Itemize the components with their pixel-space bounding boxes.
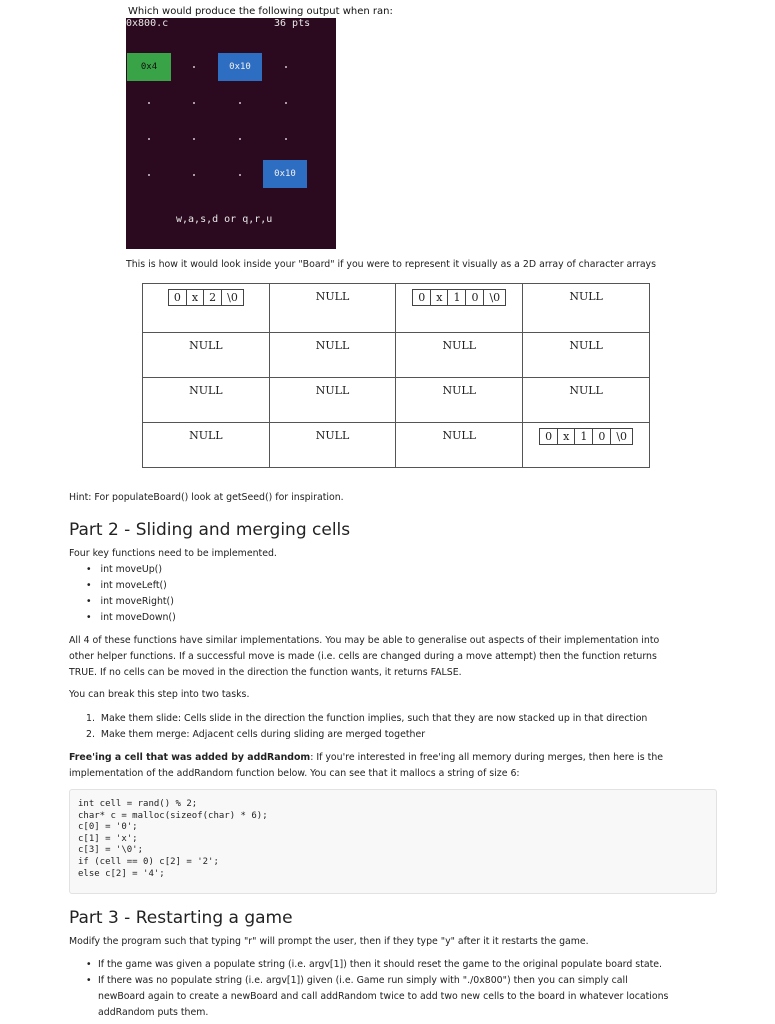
part3-item <box>86 973 736 1021</box>
part2-heading: Part 2 - Sliding and merging cells <box>69 520 351 540</box>
empty-cell-dot <box>285 138 287 140</box>
char-array <box>539 428 633 445</box>
char: \0 <box>616 430 628 443</box>
board-caption: This is how it would look inside your "Board" if you were to represent it visually as a 2D array of character arrays <box>126 259 656 270</box>
null-label: NULL <box>315 384 350 397</box>
paragraph-line: addRandom puts them. <box>98 1007 209 1018</box>
board-row <box>143 378 650 423</box>
char: x <box>187 290 204 305</box>
null-label: NULL <box>569 339 603 352</box>
char: 2 <box>204 290 222 305</box>
null-label: NULL <box>569 290 603 303</box>
paragraph-line: TRUE. If no cells can be moved in the direction the function wants, it returns FALSE. <box>69 667 462 678</box>
board-row <box>143 423 650 468</box>
null-label: NULL <box>315 290 350 303</box>
board-cell <box>396 423 523 468</box>
part3-item-text: If the game was given a populate string (i.e. argv[1]) then it should reset the game to the original populate board state. <box>98 959 663 970</box>
function-name: int moveUp() <box>100 564 162 575</box>
bullet: • <box>86 975 92 986</box>
empty-cell-dot <box>239 174 241 176</box>
null-label: NULL <box>189 339 223 352</box>
task-text: Make them merge: Adjacent cells during sliding are merged together <box>100 729 426 740</box>
paragraph-line <box>69 750 663 766</box>
free-note-bold: Free'ing a cell that was added by addRandom <box>69 752 311 763</box>
terminal-cell-0x4: 0x4 <box>127 53 171 81</box>
board-cell <box>143 423 270 468</box>
function-item: • int moveLeft() <box>86 580 167 591</box>
part2-intro: Four key functions need to be implemented. <box>69 548 277 559</box>
free-note-rest: : If you're interested in free'ing all memory during merges, then here is the <box>310 752 664 763</box>
paragraph-line: newBoard again to create a newBoard and call addRandom twice to add two new cells to the board in whatever locations <box>98 991 669 1002</box>
board-cell <box>269 423 396 468</box>
terminal-cell-0x10: 0x10 <box>218 53 262 81</box>
board-cell <box>269 284 396 333</box>
empty-cell-dot <box>148 174 150 176</box>
part3-list <box>86 957 736 1021</box>
function-list <box>86 562 176 626</box>
function-item: • int moveRight() <box>86 596 174 607</box>
null-label: NULL <box>189 384 223 397</box>
paragraph-line: other helper functions. If a successful move is made (i.e. cells are changed during a move attempt) then the function returns <box>69 651 657 662</box>
empty-cell-dot <box>285 66 287 68</box>
null-label: NULL <box>189 429 223 442</box>
board-cell <box>143 378 270 423</box>
null-label: NULL <box>442 339 476 352</box>
board-cell <box>523 333 650 378</box>
terminal-output <box>126 18 336 249</box>
board-diagram <box>142 283 650 483</box>
char: 0 <box>593 429 611 444</box>
empty-cell-dot <box>193 102 195 104</box>
part3-intro: Modify the program such that typing "r" will prompt the user, then if they type "y" after it it restarts the game. <box>69 936 589 947</box>
task-item: 2. Make them merge: Adjacent cells during sliding are merged together <box>86 729 426 740</box>
board-row <box>143 333 650 378</box>
empty-cell-dot <box>193 174 195 176</box>
board-cell <box>523 378 650 423</box>
function-name: int moveDown() <box>100 612 176 623</box>
part3-item-text <box>98 973 668 1021</box>
function-name: int moveRight() <box>100 596 174 607</box>
char: 0 <box>413 290 431 305</box>
char-array <box>412 289 506 306</box>
char: \0 <box>227 291 238 304</box>
char: x <box>558 429 575 444</box>
empty-cell-dot <box>148 138 150 140</box>
paragraph-line: If there was no populate string (i.e. argv[1]) given (i.e. Game run simply with "./0x800") then you can simply call <box>98 975 628 986</box>
board-cell <box>143 333 270 378</box>
part3-item <box>86 957 736 973</box>
task-item: 1. Make them slide: Cells slide in the direction the function implies, such that they are now stacked up in that direction <box>86 713 648 724</box>
char: 0 <box>466 290 484 305</box>
null-label: NULL <box>442 384 476 397</box>
terminal-title: 0x800.c <box>126 18 169 29</box>
code-text: int cell = rand() % 2; char* c = malloc(sizeof(char) * 6); c[0] = '0'; c[1] = 'x'; c[3] = '\0'; if (cell == 0) c[2] = '2'; else c[2] = '4'; <box>78 799 268 879</box>
terminal-controls-hint: w,a,s,d or q,r,u <box>176 214 273 225</box>
char: 0 <box>540 429 558 444</box>
paragraph-line: All 4 of these functions have similar implementations. You may be able to generalise out aspects of their implementation into <box>69 635 660 646</box>
empty-cell-dot <box>239 102 241 104</box>
terminal-points: 36 pts <box>274 18 311 29</box>
hint-text: Hint: For populateBoard() look at getSeed() for inspiration. <box>69 492 344 503</box>
empty-cell-dot <box>285 102 287 104</box>
empty-cell-dot <box>148 102 150 104</box>
empty-cell-dot <box>193 138 195 140</box>
board-row <box>143 284 650 333</box>
char: 0 <box>169 290 187 305</box>
code-block <box>69 789 717 894</box>
board-cell <box>396 284 523 333</box>
null-label: NULL <box>315 429 350 442</box>
board-cell <box>143 284 270 333</box>
board-cell <box>523 423 650 468</box>
null-label: NULL <box>442 429 476 442</box>
board-cell <box>396 333 523 378</box>
paragraph-line: implementation of the addRandom function below. You can see that it mallocs a string of size 6: <box>69 768 520 779</box>
board-table <box>142 283 650 468</box>
char: x <box>431 290 448 305</box>
empty-cell-dot <box>193 66 195 68</box>
board-cell <box>269 333 396 378</box>
empty-cell-dot <box>239 138 241 140</box>
function-item: • int moveUp() <box>86 564 162 575</box>
bullet: • <box>86 959 92 970</box>
board-cell <box>523 284 650 333</box>
task-list <box>86 711 647 743</box>
function-name: int moveLeft() <box>100 580 167 591</box>
task-text: Make them slide: Cells slide in the direction the function implies, such that they are now stacked up in that direction <box>100 713 648 724</box>
char-array <box>168 289 244 306</box>
function-item: • int moveDown() <box>86 612 176 623</box>
char: 1 <box>448 290 466 305</box>
board-cell <box>269 378 396 423</box>
terminal-cell-0x10-bottom: 0x10 <box>263 160 307 188</box>
part2-tasks-intro: You can break this step into two tasks. <box>69 689 250 700</box>
part3-heading: Part 3 - Restarting a game <box>69 908 293 928</box>
board-cell <box>396 378 523 423</box>
free-note <box>69 750 663 782</box>
null-label: NULL <box>315 339 350 352</box>
part2-paragraph <box>69 633 659 681</box>
char: \0 <box>489 291 501 304</box>
null-label: NULL <box>569 384 603 397</box>
char: 1 <box>575 429 593 444</box>
question-label: Which would produce the following output when ran: <box>128 6 393 17</box>
